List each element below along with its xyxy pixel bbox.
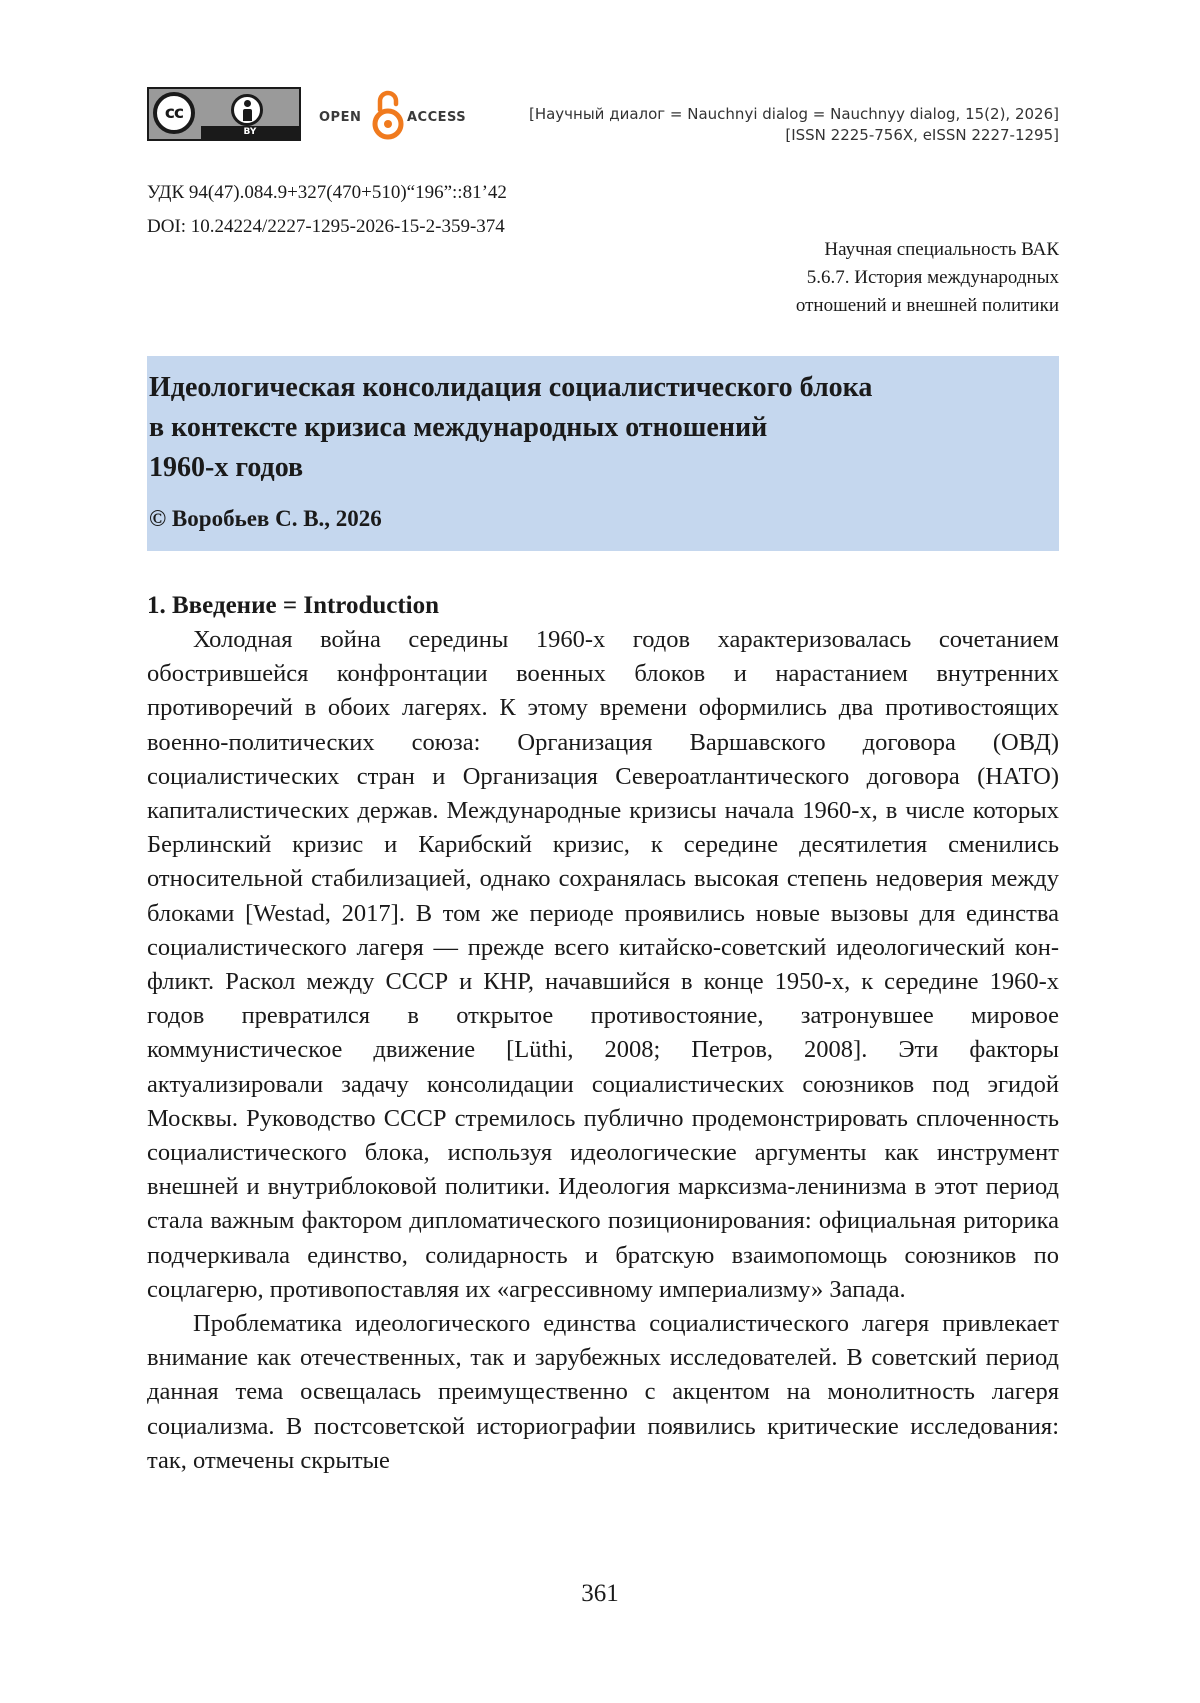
section-heading: 1. Введение = Introduction <box>147 592 440 619</box>
page-number: 361 <box>581 1580 619 1607</box>
by-label: BY <box>201 126 299 139</box>
page-header <box>147 84 1059 144</box>
journal-issn-line: [ISSN 2225-756X, eISSN 2227-1295] <box>785 126 1059 144</box>
body-paragraph: Проблематика идеологического единства социалистического лагеря привлекает внимание как отечественных, так и зарубежных исследователей. В советский период данная тема освещалась преимущественно с акцентом на монолитность лагеря социализма. В постсоветской историографии появились критические исследования: так, отмечены скрытые <box>147 1310 1059 1474</box>
attribution-person-icon <box>231 94 263 126</box>
open-access-access-text: ACCESS <box>407 110 467 125</box>
journal-citation-line: [Научный диалог = Nauchnyi dialog = Nauchnyy dialog, 15(2), 2026] <box>528 105 1059 123</box>
journal-citation <box>529 104 1059 146</box>
title-line: в контексте кризиса международных отношений <box>149 412 768 443</box>
article-title <box>149 368 1029 488</box>
body-paragraph: Холодная война середины 1960-х годов характеризовалась сочетанием обострившейся конфронтации военных блоков и нарастанием внутренних противоречий в обоих лагерях. К этому времени оформились два противостоящих военно-политических союза: Организация Варшавского договора (ОВД) социалистических стран и Организация Североатлантического договора (НАТО) капиталистических держав. Международные кризисы начала 1960-х, в числе которых Берлинский кризис и Карибский кризис, к середине десятилетия сменились относительной стабилизацией, однако сохранялась высокая степень недоверия между блоками [Westad, 2017]. В том же периоде проявились новые вызовы для единства социалистического лагеря — прежде всего китайско-советский идеологический конфликт. Раскол между СССР и КНР, начавшийся в конце 1950-х, к середине 1960-х годов превратился в открытое противостояние, затронувшее мировое коммунистическое движение [Lüthi, 2008; Петров, 2008]. Эти факторы актуализировали задачу консолидации социалистических союзников под эгидой Москвы. Руководство СССР стремилось публично продемонстрировать сплоченность социалистического блока, используя идеологические аргументы как инструмент внешней и внутриблоковой политики. Идеология марксизма-ленинизма в этот период стала важным фактором дипломатического позиционирования: официальная риторика подчеркивала единство, солидарность и братскую взаимопомощь союзников по соцлагерю, противопоставляя их «агрессивному империализму» Запада. <box>147 626 1059 1303</box>
doi-link[interactable]: DOI: 10.24224/2227-1295-2026-15-2-359-374 <box>147 216 505 237</box>
author-copyright: © Воробьев С. В., 2026 <box>149 506 382 531</box>
article-body <box>147 623 1059 1478</box>
specialty-name: отношений и внешней политики <box>795 295 1059 316</box>
udc-code: УДК 94(47).084.9+327(470+510)“196”::81’42 <box>147 182 507 203</box>
open-access-open-text: OPEN <box>319 110 362 125</box>
article-metadata <box>147 176 507 244</box>
title-line: Идеологическая консолидация социалистического блока <box>149 372 873 403</box>
specialty-code: 5.6.7. История международных <box>806 267 1059 288</box>
cc-icon <box>153 92 195 134</box>
open-access-lock-icon <box>371 88 405 142</box>
cc-text: cc <box>164 103 184 123</box>
scientific-specialty <box>796 236 1059 320</box>
open-access-logo[interactable] <box>319 88 469 142</box>
title-line: 1960-х годов <box>149 452 304 483</box>
specialty-label: Научная специальность ВАК <box>824 239 1059 260</box>
title-block <box>147 356 1059 551</box>
cc-by-license-icon[interactable] <box>147 87 301 141</box>
